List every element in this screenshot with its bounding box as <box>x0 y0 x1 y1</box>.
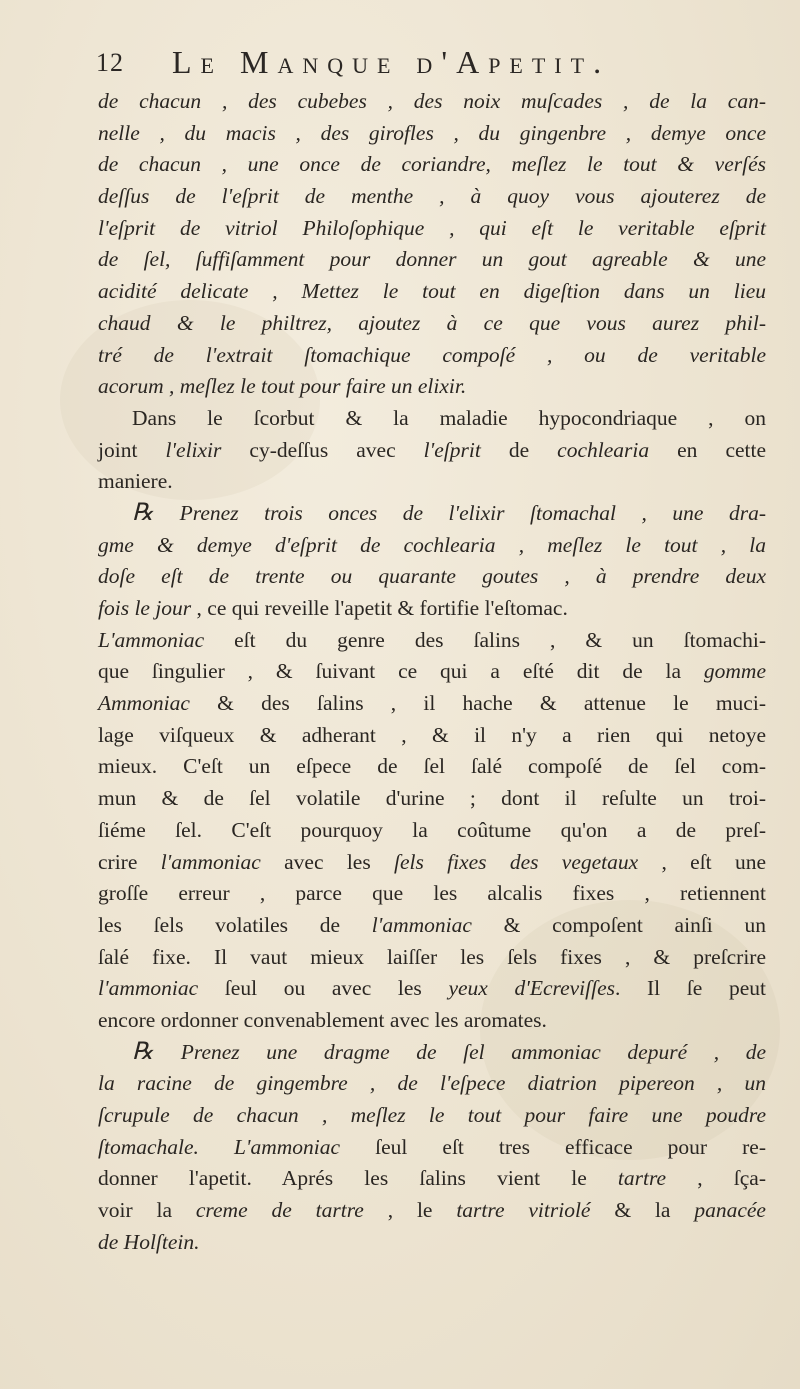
text-line <box>98 1005 766 1037</box>
text-span: Prenez une dragme de ſel ammoniac depuré , de <box>180 1039 767 1064</box>
text-line <box>98 783 766 815</box>
text-span: maniere. <box>98 469 173 494</box>
text-span: les ſels volatiles de <box>98 912 372 937</box>
text-span: en cette <box>649 437 767 462</box>
text-span: Prenez trois onces de l'elixir ſtomachal , une dra- <box>179 500 766 525</box>
text-span: chaud & le philtrez, ajoutez à ce que vous aurez phil- <box>98 310 766 335</box>
text-span: ſalé fixe. Il vaut mieux laiſſer les ſels fixes , & preſcrire <box>98 944 766 969</box>
text-span: creme de tartre <box>195 1198 364 1223</box>
text-line <box>98 149 766 181</box>
text-span: , eſt une <box>638 849 766 874</box>
text-line <box>98 371 766 403</box>
text-span: , ſça- <box>666 1166 766 1191</box>
text-span: deſſus de l'eſprit de menthe , à quoy vous ajouterez de <box>98 184 766 209</box>
text-span: doſe eſt de trente ou quarante goutes , à prendre deux <box>98 564 766 589</box>
text-span: ſels fixes des vegetaux <box>394 849 639 874</box>
recipe-symbol: ℞ <box>132 499 180 526</box>
text-span: , le <box>363 1198 457 1223</box>
text-span: l'eſprit <box>423 437 481 462</box>
text-line <box>98 244 766 276</box>
text-span: crire <box>98 849 161 874</box>
text-line <box>98 688 766 720</box>
text-line <box>98 847 766 879</box>
text-span: de chacun , des cubebes , des noix muſcades , de la can- <box>98 89 766 113</box>
text-span: Dans le ſcorbut & la maladie hypocondriaque , on <box>132 405 766 430</box>
text-span: de chacun , une once de coriandre, meſlez le tout & verſés <box>98 152 766 177</box>
text-span: & des ſalins , il hache & attenue le muci- <box>189 691 766 716</box>
text-span: tartre vitriolé <box>456 1198 591 1223</box>
text-span: & compoſent ainſi un <box>471 912 766 937</box>
text-span: mun & de ſel volatile d'urine ; dont il reſulte un troi- <box>98 786 766 811</box>
text-line <box>98 213 766 245</box>
text-span: tartre <box>617 1166 667 1191</box>
text-line <box>98 181 766 213</box>
text-line <box>98 720 766 752</box>
text-span: lage viſqueux & adherant , & il n'y a rien qui netoye <box>98 722 766 747</box>
text-span: joint <box>98 437 166 462</box>
text-line <box>98 1163 766 1195</box>
text-span: la racine de gingembre , de l'eſpece diatrion pipereon , un <box>98 1071 766 1096</box>
text-line <box>98 403 766 435</box>
text-span: acorum , meſlez le tout pour faire un elixir. <box>98 374 467 399</box>
text-line <box>98 878 766 910</box>
text-line <box>98 1195 766 1227</box>
text-span: , ce qui reveille l'apetit & fortifie l'eſtomac. <box>191 596 568 620</box>
text-line <box>98 942 766 974</box>
page-number: 12 <box>96 48 124 77</box>
text-span: groſſe erreur , parce que les alcalis fixes , retiennent <box>98 881 766 906</box>
text-line <box>98 276 766 308</box>
text-span: cy-deſſus avec <box>221 437 424 462</box>
text-span: gomme <box>703 659 766 684</box>
text-span: gme & demye d'eſprit de cochlearia , meſlez le tout , la <box>98 532 766 557</box>
text-line <box>98 656 766 688</box>
text-span: de <box>480 437 558 462</box>
text-line <box>98 1132 766 1164</box>
text-line <box>98 1037 766 1069</box>
text-line <box>98 466 766 498</box>
text-span: l'elixir <box>165 437 222 462</box>
text-span: & la <box>590 1198 695 1223</box>
text-span: tré de l'extrait ſtomachique compoſé , ou de veritable <box>98 342 766 367</box>
running-title: Le Manque d'Apetit. <box>172 44 611 80</box>
text-span: ſtomachale. L'ammoniac <box>98 1134 341 1159</box>
text-line <box>98 340 766 372</box>
text-span: cochlearia <box>557 437 650 462</box>
text-span: . Il ſe peut <box>614 976 766 1001</box>
text-span: l'ammoniac <box>371 912 472 937</box>
text-line <box>98 86 766 118</box>
text-span: de Holſtein. <box>98 1229 200 1254</box>
text-span: encore ordonner convenablement avec les aromates. <box>98 1007 547 1032</box>
text-line <box>98 973 766 1005</box>
page-header <box>96 44 736 84</box>
text-span: donner l'apetit. Aprés les ſalins vient le <box>98 1166 618 1191</box>
text-line <box>98 815 766 847</box>
text-span: L'ammoniac <box>98 627 205 652</box>
text-line <box>98 1100 766 1132</box>
text-line <box>98 308 766 340</box>
text-line <box>98 625 766 657</box>
text-line <box>98 593 766 625</box>
text-line <box>98 1068 766 1100</box>
text-span: mieux. C'eſt un eſpece de ſel ſalé compoſé de ſel com- <box>98 754 766 779</box>
body-text <box>98 86 766 1258</box>
text-span: avec les <box>260 849 394 874</box>
text-span: acidité delicate , Mettez le tout en digeſtion dans un lieu <box>98 279 766 304</box>
text-line <box>98 1227 766 1259</box>
text-line <box>98 435 766 467</box>
text-span: l'ammoniac <box>98 976 199 1001</box>
recipe-symbol: ℞ <box>132 1038 181 1065</box>
text-span: eſt du genre des ſalins , & un ſtomachi- <box>204 627 766 652</box>
text-span: nelle , du macis , des girofles , du gingenbre , demye once <box>98 120 766 145</box>
text-span: l'ammoniac <box>160 849 261 874</box>
text-line <box>98 118 766 150</box>
text-span: ſiéme ſel. C'eſt pourquoy la coûtume qu'on a de preſ- <box>98 817 766 842</box>
text-span: ſeul eſt tres efficace pour re- <box>340 1134 766 1159</box>
text-span: fois le jour <box>98 596 192 620</box>
text-span: ſeul ou avec les <box>198 976 449 1001</box>
text-span: yeux d'Ecreviſſes <box>448 976 615 1001</box>
text-span: Ammoniac <box>98 691 190 716</box>
text-span: ſcrupule de chacun , meſlez le tout pour faire une poudre <box>98 1103 766 1127</box>
text-line <box>98 751 766 783</box>
text-line <box>98 530 766 562</box>
text-span: voir la <box>98 1198 196 1223</box>
text-line <box>98 498 766 530</box>
text-span: panacée <box>694 1198 766 1223</box>
text-span: que ſingulier , & ſuivant ce qui a eſté dit de la <box>98 659 704 684</box>
text-line <box>98 561 766 593</box>
text-span: de ſel, ſuffiſamment pour donner un gout agreable & une <box>98 247 766 272</box>
text-span: l'eſprit de vitriol Philoſophique , qui eſt le veritable eſprit <box>98 215 766 240</box>
text-line <box>98 910 766 942</box>
